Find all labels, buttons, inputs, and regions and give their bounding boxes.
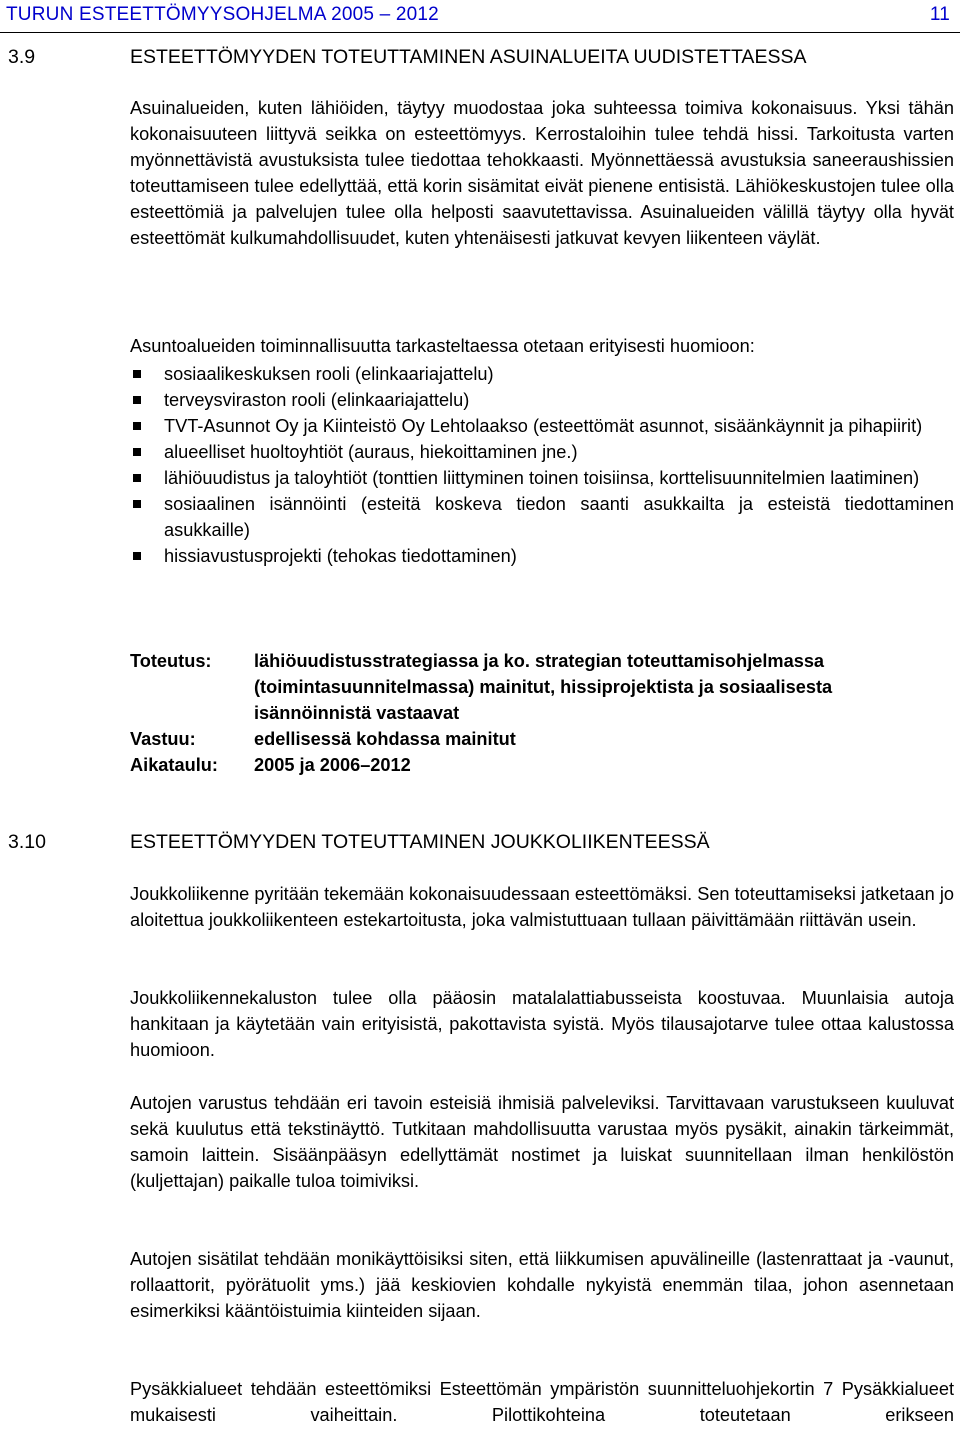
paragraph-joukkoliikenne: Joukkoliikenne pyritään tekemään kokonaisuudessaan esteettömäksi. Sen toteuttamiseksi jatketaan jo aloitettua joukkoliikenteen estekartoitusta, joka valmistuttuaan tullaan päivittämään riittävän usein. (130, 884, 954, 930)
paragraph-varustus: Autojen varustus tehdään eri tavoin esteisiä ihmisiä palveleviksi. Tarvittavaan varustukseen kuuluvat sekä kuulutus että tekstinäyttö. Tutkitaan mahdollisuutta varustaa myös pysäkit, ainakin tärkeimmät, samoin laittein. Sisäänpääsyn edellyttämät nostimet ja luiskat suunnitellaan ilman henkilöstön (kuljettajan) paikalle tuloa toimiviksi. (130, 1093, 954, 1191)
paragraph-asuinalueet: Asuinalueiden, kuten lähiöiden, täytyy muodostaa joka suhteessa toimiva kokonaisuus. Yksi tähän kokonaisuuteen liittyvä seikka on esteettömyys. Kerrostaloihin tulee tehdä hissi. Tarkoitusta varten myönnettävistä avustuksista tulee tiedottaa tehokkaasti. Myönnettäessä avustuksia saneeraushissien toteuttamiseen tulee edellyttää, että korin sisämitat eivät pienene entisistä. Lähiökeskustojen tulee olla esteettömiä ja palvelujen tulee olla helposti saavutettavissa. Asuinalueiden välillä täytyy olla hyvät esteettömät kulkumahdollisuudet, kuten yhtenäisesti jatkuvat kevyen liikenteen väylät. (130, 98, 954, 248)
vastuu-value: edellisessä kohdassa mainitut (254, 729, 516, 749)
section-number: 3.9 (8, 46, 36, 68)
section-title: ESTEETTÖMYYDEN TOTEUTTAMINEN JOUKKOLIIKENTEESSÄ (130, 831, 710, 853)
bullet-square-icon (133, 422, 141, 430)
section-title: ESTEETTÖMYYDEN TOTEUTTAMINEN ASUINALUEITA UUDISTETTAESSA (130, 46, 807, 68)
header-title: TURUN ESTEETTÖMYYSOHJELMA 2005 – 2012 (6, 4, 439, 25)
vastuu-row (130, 726, 954, 752)
aikataulu-value: 2005 ja 2006–2012 (254, 755, 411, 775)
list-item: sosiaalinen isännöinti (esteitä koskeva tiedon saanti asukkailta ja esteistä tiedottaminen asukkaille) (130, 491, 954, 543)
bullet-square-icon (133, 370, 141, 378)
bullet-square-icon (133, 474, 141, 482)
list-item: alueelliset huoltoyhtiöt (auraus, hiekoittaminen jne.) (130, 439, 954, 465)
paragraph-kalusto: Joukkoliikennekaluston tulee olla pääosin matalalattiabusseista koostuvaa. Muunlaisia autoja hankitaan ja käytetään vain erityisistä, pakottavista syistä. Myös tilausajotarve tulee ottaa kalustossa huomioon. (130, 988, 954, 1060)
page-number: 11 (929, 4, 950, 25)
implementation-info (130, 648, 954, 778)
header-divider (0, 32, 960, 33)
bullet-square-icon (133, 396, 141, 404)
bullet-square-icon (133, 448, 141, 456)
list-item: lähiöuudistus ja taloyhtiöt (tonttien liittyminen toinen toisiinsa, korttelisuunnitelmien laatiminen) (130, 465, 954, 491)
toteutus-label: Toteutus: (130, 651, 212, 671)
paragraph-sisatilat: Autojen sisätilat tehdään monikäyttöisiksi siten, että liikkumisen apuvälineille (lastenrattaat ja -vaunut, rollaattorit, pyörätuolit yms.) jää keskiovien kohdalle nykyistä enemmän tilaa, johon asennetaan esimerkiksi kääntöistuimia kiinteiden sijaan. (130, 1249, 954, 1321)
list-item: sosiaalikeskuksen rooli (elinkaariajattelu) (130, 361, 954, 387)
page-header (0, 0, 960, 30)
bullet-square-icon (133, 552, 141, 560)
list-intro: Asuntoalueiden toiminnallisuutta tarkasteltaessa otetaan erityisesti huomioon: (130, 336, 755, 356)
list-item: terveysviraston rooli (elinkaariajattelu) (130, 387, 954, 413)
list-item: hissiavustusprojekti (tehokas tiedottaminen) (130, 543, 954, 569)
bullet-square-icon (133, 500, 141, 508)
aikataulu-row (130, 752, 954, 778)
toteutus-value: lähiöuudistusstrategiassa ja ko. strategian toteuttamisohjelmassa (toimintasuunnitelmassa) mainitut, hissiprojektista ja sosiaalisesta isännöinnistä vastaavat (254, 651, 833, 723)
paragraph-pysakit: Pysäkkialueet tehdään esteettömiksi Esteettömän ympäristön suunnitteluohjekortin 7 Pysäkkialueet mukaisesti vaiheittain. Pilottikohteina toteutetaan erikseen (130, 1379, 954, 1425)
vastuu-label: Vastuu: (130, 729, 196, 749)
toteutus-row (130, 648, 954, 726)
consideration-list (130, 361, 954, 569)
section-number: 3.10 (8, 831, 46, 853)
aikataulu-label: Aikataulu: (130, 755, 218, 775)
list-item: TVT-Asunnot Oy ja Kiinteistö Oy Lehtolaakso (esteettömät asunnot, sisäänkäynnit ja pihapiirit) (130, 413, 954, 439)
